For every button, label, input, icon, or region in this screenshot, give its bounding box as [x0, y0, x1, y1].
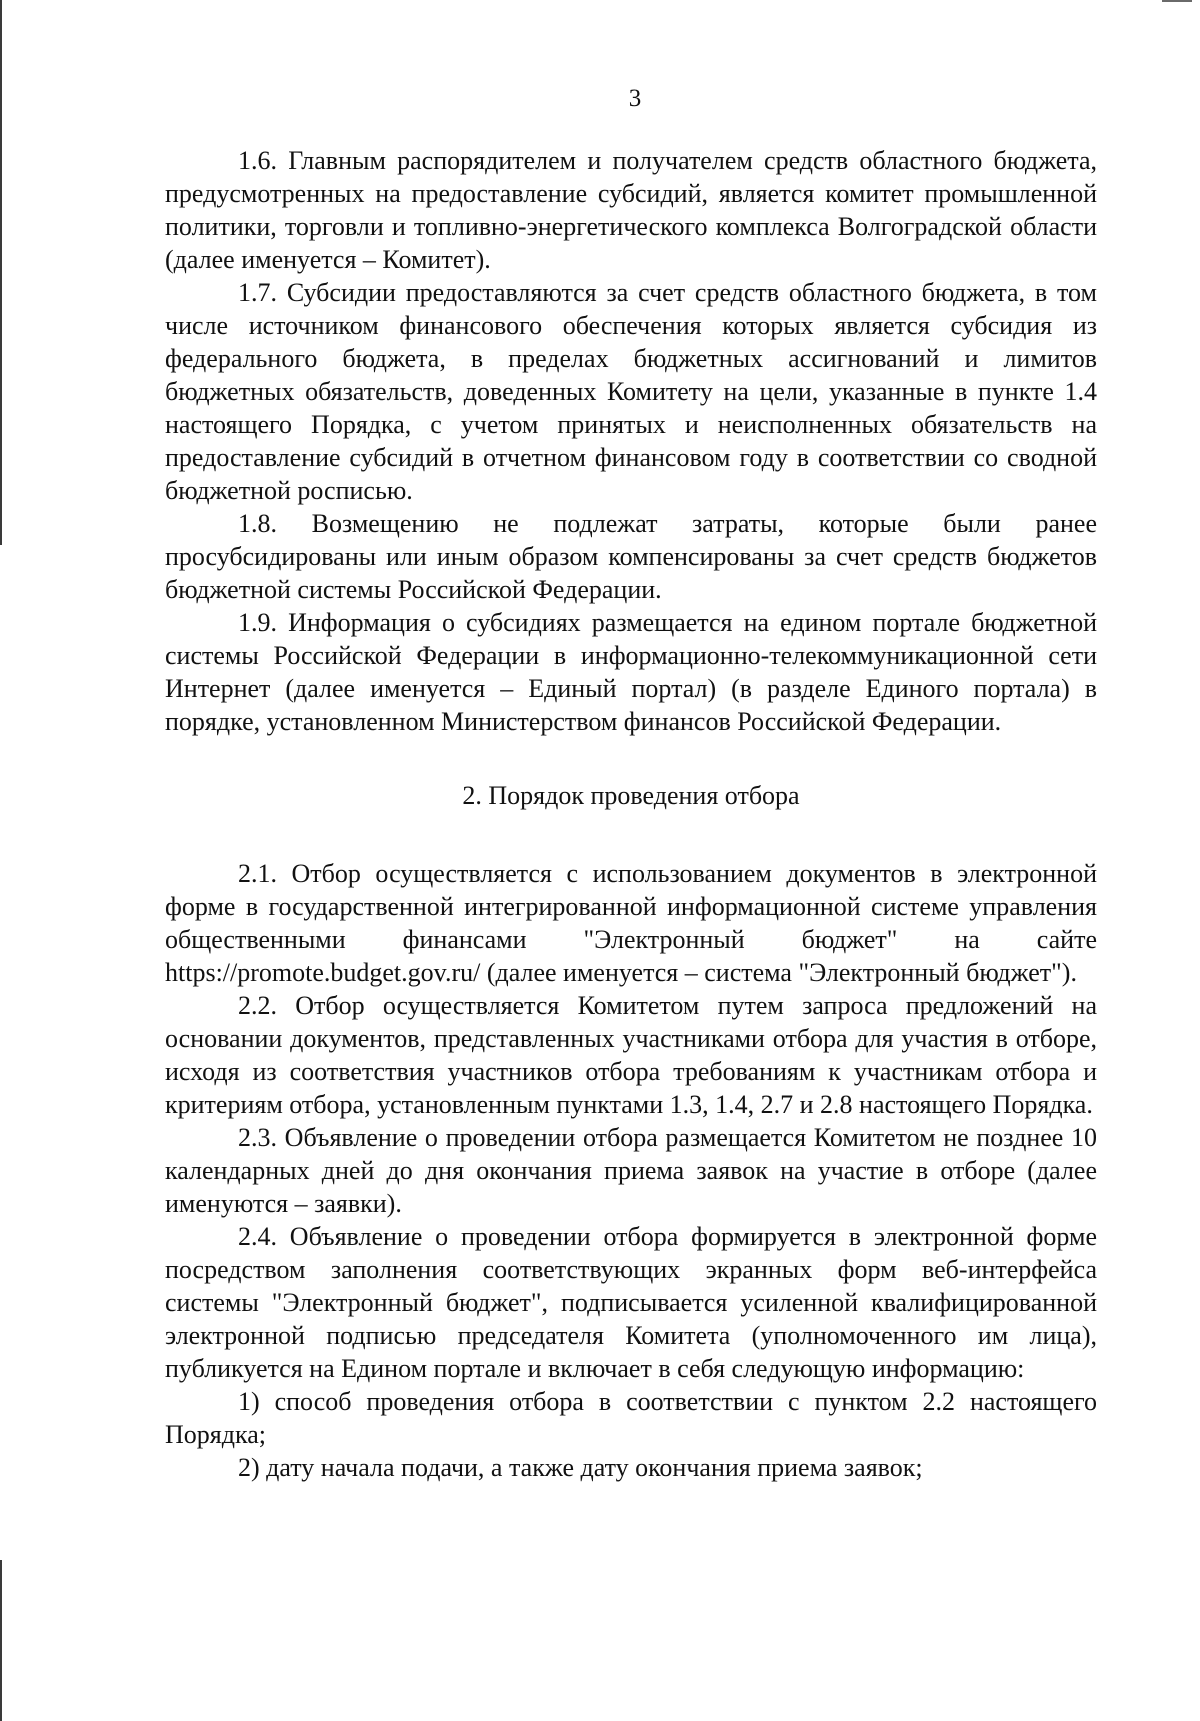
paragraph-2-1: 2.1. Отбор осуществляется с использованием документов в электронной форме в государственной интегрированной информационной системе управления общественными финансами "Электронный бюджет" на сайте https://promote.budget.gov.ru/ (далее именуется – система "Электронный бюджет").	[165, 859, 1097, 987]
paragraph-1-9: 1.9. Информация о субсидиях размещается на едином портале бюджетной системы Российской Федерации в информационно-телекоммуникационной сети Интернет (далее именуется – Единый портал) (в разделе Единого портала) в порядке, установленном Министерством финансов Российской Федерации.	[165, 608, 1097, 736]
paragraph-1-6: 1.6. Главным распорядителем и получателем средств областного бюджета, предусмотренных на предоставление субсидий, является комитет промышленной политики, торговли и топливно-энергетического комплекса Волгоградской области (далее именуется – Комитет).	[165, 146, 1097, 274]
list-item-1: 1) способ проведения отбора в соответствии с пунктом 2.2 настоящего Порядка;	[165, 1387, 1097, 1449]
page-number: 3	[628, 85, 642, 112]
section-heading: 2. Порядок проведения отбора	[462, 781, 800, 810]
scan-corner-mark	[1162, 0, 1192, 2]
paragraph-1-7: 1.7. Субсидии предоставляются за счет средств областного бюджета, в том числе источником финансового обеспечения которых является субсидия из федерального бюджета, в пределах бюджетных ассигнований и лимитов бюджетных обязательств, доведенных Комитету на цели, указанные в пункте 1.4 настоящего Порядка, с учетом принятых и неисполненных обязательств на предоставление субсидий в отчетном финансовом году в соответствии со сводной бюджетной росписью.	[165, 278, 1097, 505]
scan-edge-line	[0, 1560, 2, 1721]
list-item-2: 2) дату начала подачи, а также дату окончания приема заявок;	[238, 1453, 923, 1482]
scan-edge-line	[0, 0, 2, 545]
paragraph-2-4: 2.4. Объявление о проведении отбора формируется в электронной форме посредством заполнения соответствующих экранных форм веб-интерфейса системы "Электронный бюджет", подписывается усиленной квалифицированной электронной подписью председателя Комитета (уполномоченного им лица), публикуется на Едином портале и включает в себя следующую информацию:	[165, 1222, 1097, 1383]
paragraph-2-2: 2.2. Отбор осуществляется Комитетом путем запроса предложений на основании документов, представленных участниками отбора для участия в отборе, исходя из соответствия участников отбора требованиям к участникам отбора и критериям отбора, установленным пунктами 1.3, 1.4, 2.7 и 2.8 настоящего Порядка.	[165, 991, 1097, 1119]
paragraph-2-3: 2.3. Объявление о проведении отбора размещается Комитетом не позднее 10 календарных дней до дня окончания приема заявок на участие в отборе (далее именуются – заявки).	[165, 1123, 1097, 1218]
document-body	[165, 144, 1097, 1484]
paragraph-1-8: 1.8. Возмещению не подлежат затраты, которые были ранее просубсидированы или иным образом компенсированы за счет средств бюджетов бюджетной системы Российской Федерации.	[165, 509, 1097, 604]
